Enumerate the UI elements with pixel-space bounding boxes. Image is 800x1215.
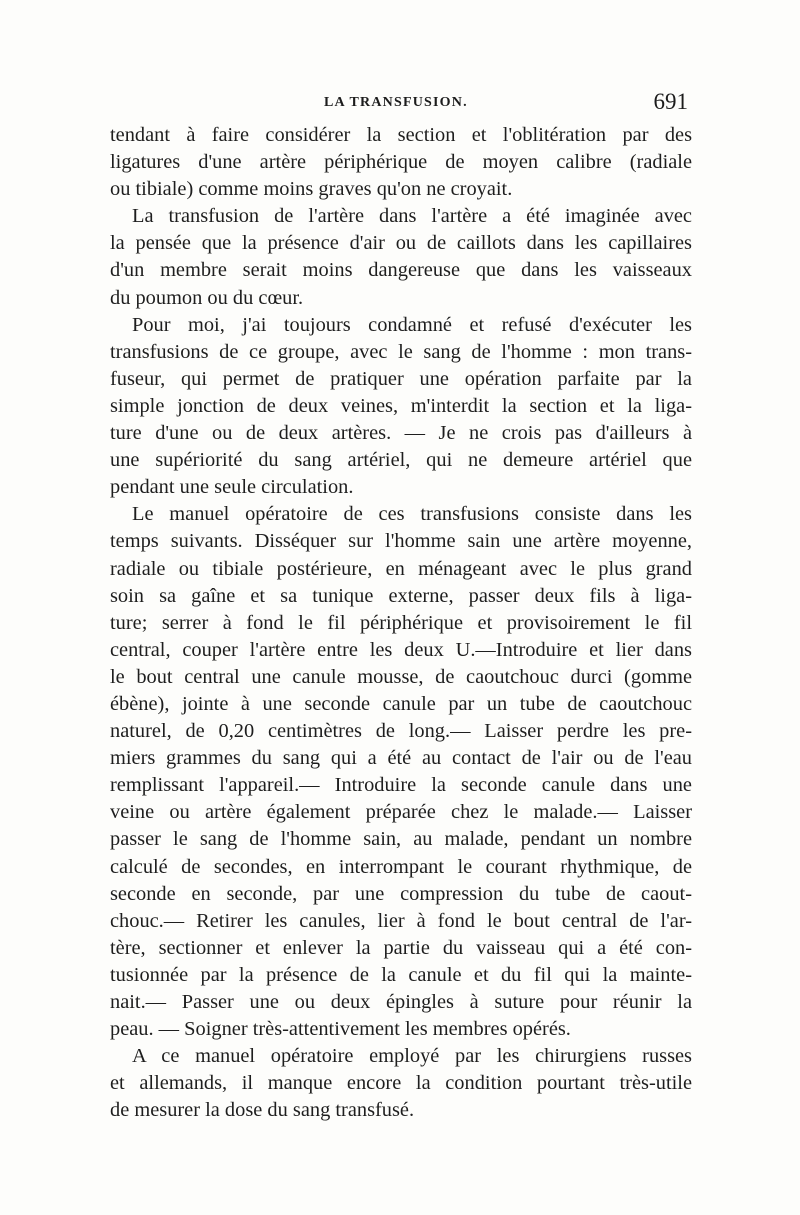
text-line: de mesurer la dose du sang transfusé.: [110, 1099, 415, 1122]
running-title: LA TRANSFUSION.: [324, 95, 468, 110]
text-line: nait.— Passer une ou deux épingles à suture pour réunir la: [110, 991, 692, 1013]
body-text: [110, 122, 692, 1124]
text-line: radiale ou tibiale postérieure, en ménageant avec le plus grand: [110, 557, 692, 580]
text-line: Le manuel opératoire de ces transfusions consiste dans les: [132, 503, 692, 526]
text-line: une supériorité du sang artériel, qui ne demeure artériel que: [110, 449, 692, 472]
text-line: ture; serrer à fond le fil périphérique et provisoirement le fil: [110, 611, 692, 634]
text-line: d'un membre serait moins dangereuse que dans les vaisseaux: [110, 259, 692, 282]
page-header: [110, 89, 692, 119]
text-line: ture d'une ou de deux artères. — Je ne crois pas d'ailleurs à: [110, 422, 692, 445]
text-line: chouc.— Retirer les canules, lier à fond le bout central de l'ar-: [110, 909, 692, 932]
page-number: 691: [653, 89, 688, 114]
text-line: Pour moi, j'ai toujours condamné et refusé d'exécuter les: [132, 313, 692, 336]
text-line: calculé de secondes, en interrompant le courant rhythmique, de: [110, 855, 692, 878]
text-line: veine ou artère également préparée chez le malade.— Laisser: [110, 801, 692, 824]
text-line: central, couper l'artère entre les deux U.—Introduire et lier dans: [110, 638, 692, 661]
text-line: passer le sang de l'homme sain, au malade, pendant un nombre: [110, 828, 692, 851]
text-line: remplissant l'appareil.— Introduire la seconde canule dans une: [110, 774, 692, 797]
text-line: ébène), jointe à une seconde canule par un tube de caoutchouc: [110, 692, 692, 715]
text-line: pendant une seule circulation.: [110, 476, 354, 499]
text-line: seconde en seconde, par une compression du tube de caout-: [110, 882, 692, 905]
text-line: ligatures d'une artère périphérique de moyen calibre (radiale: [110, 151, 692, 174]
text-line: A ce manuel opératoire employé par les chirurgiens russes: [132, 1045, 692, 1068]
text-line: tère, sectionner et enlever la partie du vaisseau qui a été con-: [110, 936, 692, 959]
text-line: la pensée que la présence d'air ou de caillots dans les capillaires: [110, 232, 692, 255]
text-line: miers grammes du sang qui a été au contact de l'air ou de l'eau: [110, 747, 692, 770]
text-line: le bout central une canule mousse, de caoutchouc durci (gomme: [110, 665, 692, 688]
text-line: temps suivants. Disséquer sur l'homme sain une artère moyenne,: [110, 530, 692, 553]
text-line: La transfusion de l'artère dans l'artère a été imaginée avec: [132, 205, 692, 228]
text-line: fuseur, qui permet de pratiquer une opération parfaite par la: [110, 367, 692, 390]
text-line: du poumon ou du cœur.: [110, 286, 304, 309]
text-line: tendant à faire considérer la section et l'oblitération par des: [110, 124, 692, 146]
text-line: naturel, de 0,20 centimètres de long.— Laisser perdre les pre-: [110, 720, 692, 743]
text-line: soin sa gaîne et sa tunique externe, passer deux fils à liga-: [110, 584, 692, 607]
text-line: tusionnée par la présence de la canule et du fil qui la mainte-: [110, 963, 692, 986]
text-line: transfusions de ce groupe, avec le sang de l'homme : mon trans-: [110, 340, 692, 363]
text-line: peau. — Soigner très-attentivement les membres opérés.: [110, 1018, 571, 1041]
text-line: et allemands, il manque encore la condition pourtant très-utile: [110, 1072, 692, 1095]
text-line: simple jonction de deux veines, m'interdit la section et la liga-: [110, 394, 692, 417]
text-line: ou tibiale) comme moins graves qu'on ne croyait.: [110, 178, 513, 201]
